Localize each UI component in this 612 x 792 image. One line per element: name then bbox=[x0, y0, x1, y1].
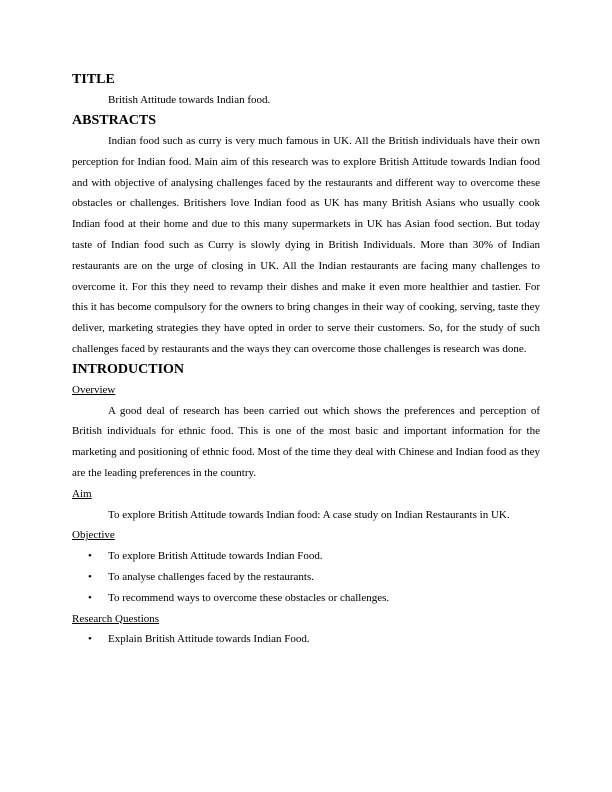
bullet-icon: • bbox=[88, 633, 92, 646]
list-item-text: To explore British Attitude towards Indian Food. bbox=[108, 550, 323, 563]
list-item bbox=[72, 546, 540, 567]
list-item-text: To analyse challenges faced by the restaurants. bbox=[108, 570, 315, 583]
abstracts-heading: ABSTRACTS bbox=[72, 113, 157, 128]
overview-paragraph: A good deal of research has been carried out which shows the preferences and perception of British individuals for ethnic food. This is one of the most basic and important information for the marketing and positioning of ethnic food. Most of the time they deal with Chinese and Indian food as they are the leading preferences in the country. bbox=[72, 404, 540, 479]
list-item-text: Explain British Attitude towards Indian Food. bbox=[108, 633, 310, 646]
document-page bbox=[72, 70, 540, 650]
research-questions-subheading: Research Questions bbox=[72, 612, 160, 625]
list-item bbox=[72, 588, 540, 609]
aim-paragraph: To explore British Attitude towards Indian food: A case study on Indian Restaurants in UK. bbox=[108, 508, 510, 521]
bullet-icon: • bbox=[88, 550, 92, 563]
overview-subheading: Overview bbox=[72, 383, 116, 396]
list-item-text: To recommend ways to overcome these obstacles or challenges. bbox=[108, 591, 390, 604]
bullet-icon: • bbox=[88, 570, 92, 583]
title-heading: TITLE bbox=[72, 72, 115, 87]
objective-list bbox=[72, 546, 540, 608]
list-item bbox=[72, 629, 540, 650]
title-text: British Attitude towards Indian food. bbox=[108, 94, 271, 106]
abstracts-paragraph: Indian food such as curry is very much famous in UK. All the British individuals have their own perception for Indian food. Main aim of this research was to explore British Attitude towards Indian food and with objective of analysing challenges faced by the restaurants and different way to overcome these obstacles or challenges. Britishers love Indian food as UK has many British Asians who usually cook Indian food at their home and due to this many supermarkets in UK has Asian food section. But today taste of Indian food such as Curry is slowly dying in British Individuals. More than 30% of Indian restaurants are on the urge of closing in UK. All the Indian restaurants are facing many challenges to overcome it. For this they need to revamp their dishes and make it even more healthier and tastier. For this it has become compulsory for the owners to bring changes in their way of cooking, serving, taste they deliver, marketing strategies they have opted in order to serve their customers. So, for the study of such challenges faced by restaurants and the ways they can overcome those challenges is research was done. bbox=[72, 135, 540, 355]
aim-subheading: Aim bbox=[72, 487, 92, 500]
objective-subheading: Objective bbox=[72, 529, 115, 542]
research-questions-list bbox=[72, 629, 540, 650]
bullet-icon: • bbox=[88, 591, 92, 604]
introduction-heading: INTRODUCTION bbox=[72, 361, 185, 377]
list-item bbox=[72, 567, 540, 588]
